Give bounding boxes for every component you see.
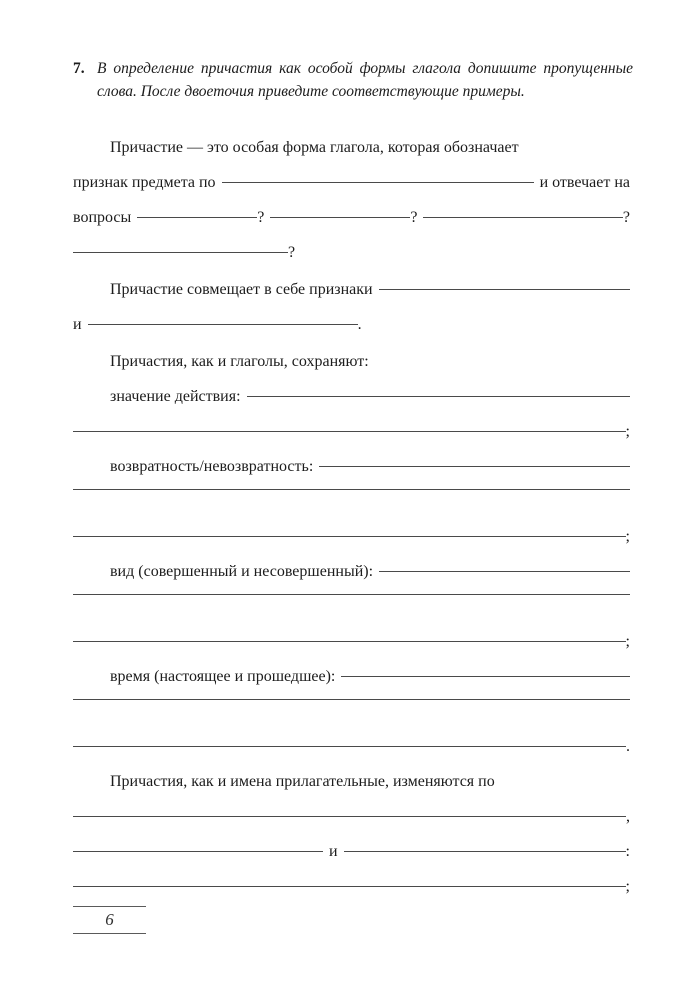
combines-text-2a: и [73, 316, 82, 333]
page-folio [73, 906, 146, 934]
definition-line-4 [73, 244, 630, 265]
comma: , [626, 808, 630, 825]
verb-feature-label: вид (совершенный и несовершенный): [110, 563, 374, 580]
blank-line[interactable] [88, 324, 358, 325]
period: . [626, 738, 630, 755]
question-mark-1: ? [257, 209, 265, 226]
page-number: 6 [105, 910, 114, 929]
blank-line[interactable] [73, 431, 626, 432]
verb-feature-label: возвратность/невозвратность: [110, 458, 314, 475]
blank-line[interactable] [379, 571, 630, 572]
blank-line[interactable] [73, 699, 630, 700]
verb-feature-label: время (настоящее и прошедшее): [110, 668, 336, 685]
verb-feature-continuation [73, 633, 630, 654]
definition-text-1: Причастие — это особая форма глагола, которая обозначает [110, 139, 519, 156]
verb-feature-continuation [73, 738, 630, 759]
adjectives-intro [110, 773, 630, 794]
blank-line[interactable] [247, 396, 630, 397]
combines-text-1: Причастие совмещает в себе признаки [110, 281, 373, 298]
blank-line[interactable] [137, 217, 257, 218]
semicolon: ; [625, 423, 630, 440]
blank-line[interactable] [73, 536, 626, 537]
combines-line-2 [73, 316, 630, 337]
task-instruction: В определение причастия как особой формы глагола допишите пропущенные слова. После двоеточия приведите соответствующие примеры. [97, 60, 633, 100]
verb-feature-item [110, 668, 630, 689]
verb-feature-item [110, 563, 630, 584]
definition-text-3a: вопросы [73, 209, 132, 226]
colon: : [625, 843, 630, 860]
period: . [357, 316, 362, 333]
adjectives-intro-text: Причастия, как и имена прилагательные, изменяются по [110, 773, 495, 790]
task-heading [73, 58, 633, 103]
adjectives-line-3 [73, 878, 630, 899]
blank-line[interactable] [379, 289, 630, 290]
verb-feature-continuation [73, 423, 630, 444]
adjectives-line-1 [73, 808, 630, 829]
verb-features-intro-text: Причастия, как и глаголы, сохраняют: [110, 353, 369, 370]
definition-line-2 [73, 174, 630, 195]
definition-text-2a: признак предмета по [73, 174, 216, 191]
question-mark-4: ? [288, 244, 296, 261]
blank-line[interactable] [73, 851, 323, 852]
definition-line-1 [110, 139, 630, 160]
verb-feature-item [110, 388, 630, 409]
blank-line[interactable] [222, 182, 534, 183]
verb-features-intro [110, 353, 630, 374]
verb-feature-continuation [73, 703, 630, 724]
combines-line-1 [110, 281, 630, 302]
semicolon: ; [625, 528, 630, 545]
verb-feature-continuation [73, 493, 630, 514]
blank-line[interactable] [344, 851, 626, 852]
blank-line[interactable] [73, 489, 630, 490]
blank-line[interactable] [73, 641, 626, 642]
verb-feature-continuation [73, 528, 630, 549]
question-mark-2: ? [410, 209, 418, 226]
question-mark-3: ? [622, 209, 630, 226]
task-number: 7. [73, 60, 85, 77]
adjectives-line-2 [73, 843, 630, 864]
verb-feature-label: значение действия: [110, 388, 241, 405]
blank-line[interactable] [341, 676, 630, 677]
blank-line[interactable] [73, 886, 626, 887]
blank-line[interactable] [270, 217, 410, 218]
verb-feature-item [110, 458, 630, 479]
blank-line[interactable] [73, 594, 630, 595]
blank-line[interactable] [319, 466, 630, 467]
blank-line[interactable] [73, 746, 626, 747]
definition-text-2b: и отвечает на [539, 174, 630, 191]
semicolon: ; [625, 633, 630, 650]
verb-feature-continuation [73, 598, 630, 619]
adjectives-joiner: и [329, 843, 338, 860]
definition-line-3 [73, 209, 630, 230]
blank-line[interactable] [73, 252, 288, 253]
folio-rule-bottom [73, 933, 146, 934]
blank-line[interactable] [73, 816, 626, 817]
semicolon: ; [625, 878, 630, 895]
blank-line[interactable] [423, 217, 622, 218]
